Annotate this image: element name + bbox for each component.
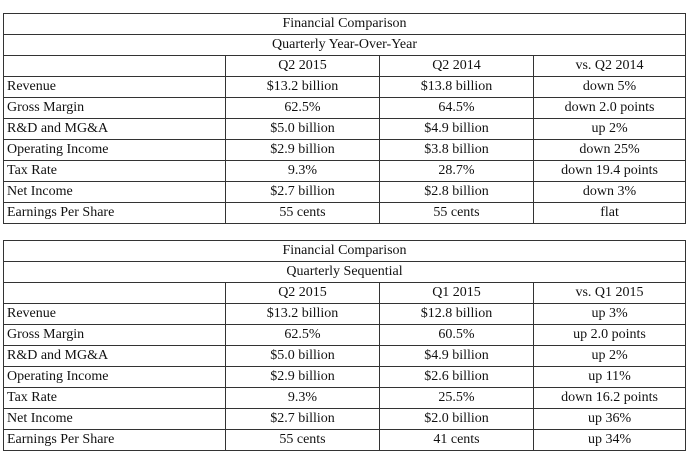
row-change: up 2%: [534, 119, 686, 140]
table-title-row: [4, 14, 686, 35]
column-header-row: [4, 283, 686, 304]
column-header: Q2 2015: [226, 283, 380, 304]
column-header: Q2 2015: [226, 56, 380, 77]
row-metric: Tax Rate: [4, 161, 226, 182]
table-row: [4, 430, 686, 451]
row-metric: R&D and MG&A: [4, 346, 226, 367]
row-change: down 19.4 points: [534, 161, 686, 182]
row-metric: Net Income: [4, 409, 226, 430]
row-value: $2.9 billion: [226, 367, 380, 388]
row-value: 64.5%: [380, 98, 534, 119]
table-row: [4, 182, 686, 203]
table-row: [4, 203, 686, 224]
table-row: [4, 325, 686, 346]
row-metric: Gross Margin: [4, 325, 226, 346]
row-change: up 3%: [534, 304, 686, 325]
table-title: Financial Comparison: [4, 241, 686, 262]
row-value: $2.7 billion: [226, 409, 380, 430]
table-row: [4, 161, 686, 182]
row-value: $13.8 billion: [380, 77, 534, 98]
row-metric: R&D and MG&A: [4, 119, 226, 140]
row-change: flat: [534, 203, 686, 224]
row-change: down 25%: [534, 140, 686, 161]
row-value: 9.3%: [226, 161, 380, 182]
row-value: $4.9 billion: [380, 119, 534, 140]
row-change: up 2.0 points: [534, 325, 686, 346]
table-subtitle: Quarterly Year-Over-Year: [4, 35, 686, 56]
row-change: down 2.0 points: [534, 98, 686, 119]
table-row: [4, 304, 686, 325]
row-metric: Tax Rate: [4, 388, 226, 409]
row-value: 62.5%: [226, 325, 380, 346]
column-header-blank: [4, 56, 226, 77]
table-row: [4, 346, 686, 367]
row-change: down 5%: [534, 77, 686, 98]
row-value: $2.6 billion: [380, 367, 534, 388]
row-value: $12.8 billion: [380, 304, 534, 325]
column-header-row: [4, 56, 686, 77]
row-value: 60.5%: [380, 325, 534, 346]
table-title: Financial Comparison: [4, 14, 686, 35]
table-subtitle-row: [4, 35, 686, 56]
column-header: Q2 2014: [380, 56, 534, 77]
row-value: $13.2 billion: [226, 77, 380, 98]
row-metric: Gross Margin: [4, 98, 226, 119]
row-value: 9.3%: [226, 388, 380, 409]
table-row: [4, 98, 686, 119]
row-metric: Earnings Per Share: [4, 203, 226, 224]
row-metric: Operating Income: [4, 140, 226, 161]
row-value: $2.8 billion: [380, 182, 534, 203]
row-value: 25.5%: [380, 388, 534, 409]
table-row: [4, 119, 686, 140]
row-metric: Net Income: [4, 182, 226, 203]
row-value: $5.0 billion: [226, 346, 380, 367]
row-change: down 16.2 points: [534, 388, 686, 409]
row-metric: Revenue: [4, 304, 226, 325]
row-change: up 11%: [534, 367, 686, 388]
row-metric: Revenue: [4, 77, 226, 98]
row-metric: Operating Income: [4, 367, 226, 388]
row-value: $2.7 billion: [226, 182, 380, 203]
row-value: 62.5%: [226, 98, 380, 119]
row-change: up 34%: [534, 430, 686, 451]
row-value: $4.9 billion: [380, 346, 534, 367]
table-row: [4, 367, 686, 388]
table-row: [4, 388, 686, 409]
row-value: $2.0 billion: [380, 409, 534, 430]
row-change: down 3%: [534, 182, 686, 203]
yoy-comparison-table: [3, 13, 686, 224]
column-header: Q1 2015: [380, 283, 534, 304]
row-value: $2.9 billion: [226, 140, 380, 161]
table-title-row: [4, 241, 686, 262]
table-subtitle-row: [4, 262, 686, 283]
table-row: [4, 140, 686, 161]
row-metric: Earnings Per Share: [4, 430, 226, 451]
row-value: $5.0 billion: [226, 119, 380, 140]
row-value: $3.8 billion: [380, 140, 534, 161]
column-header-blank: [4, 283, 226, 304]
column-header: vs. Q1 2015: [534, 283, 686, 304]
row-value: 41 cents: [380, 430, 534, 451]
row-value: 55 cents: [226, 203, 380, 224]
row-change: up 2%: [534, 346, 686, 367]
row-value: 55 cents: [226, 430, 380, 451]
row-value: 55 cents: [380, 203, 534, 224]
row-change: up 36%: [534, 409, 686, 430]
table-row: [4, 77, 686, 98]
table-subtitle: Quarterly Sequential: [4, 262, 686, 283]
column-header: vs. Q2 2014: [534, 56, 686, 77]
sequential-comparison-table: [3, 240, 686, 451]
table-row: [4, 409, 686, 430]
row-value: 28.7%: [380, 161, 534, 182]
row-value: $13.2 billion: [226, 304, 380, 325]
